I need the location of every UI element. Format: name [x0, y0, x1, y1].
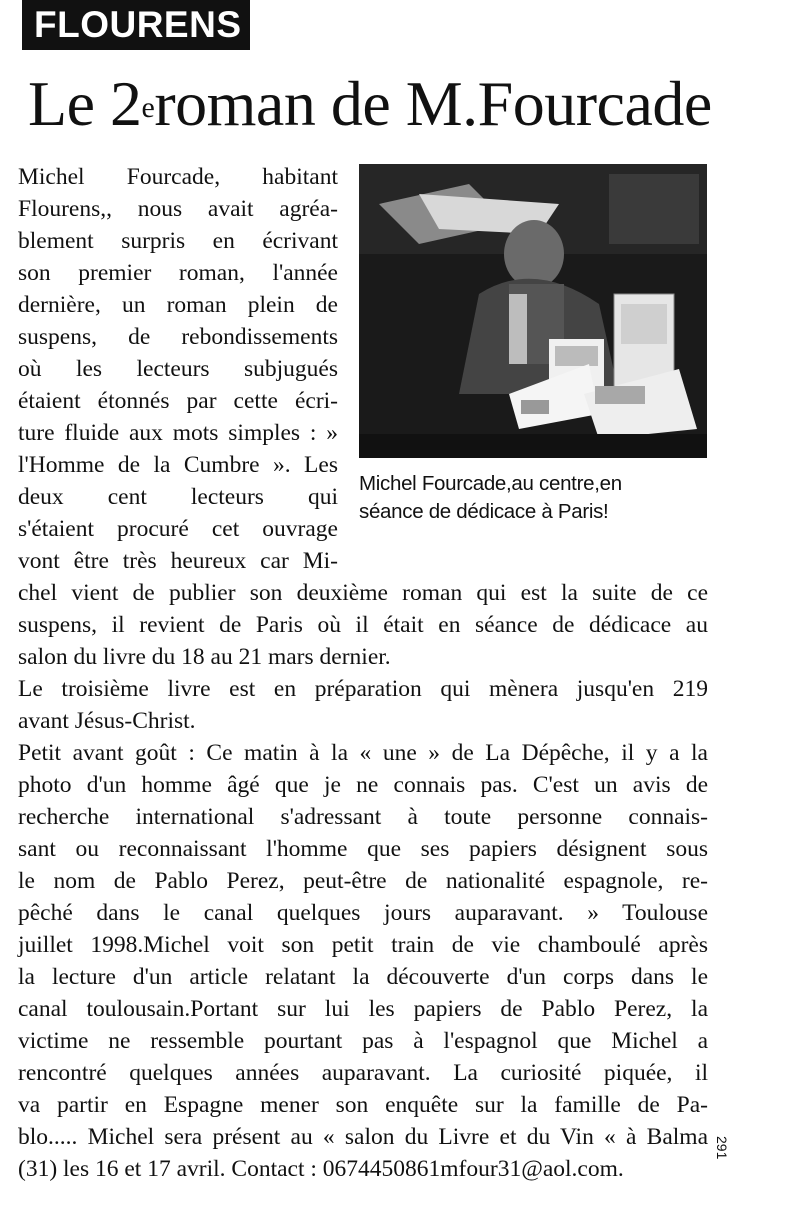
article-line: photo d'un homme âgé que je ne connais pas. C'est un avis de	[18, 772, 708, 798]
article-line: étaient étonnés par cette écri-	[18, 388, 338, 414]
article-line: pêché dans le canal quelques jours auparavant. » Toulouse	[18, 900, 708, 926]
headline-part1: Le 2	[28, 68, 142, 139]
photo-illustration	[359, 164, 707, 458]
section-tag: FLOURENS	[22, 0, 250, 50]
article-line: rencontré quelques années auparavant. La curiosité piquée, il	[18, 1060, 708, 1086]
photo-caption-line: Michel Fourcade,au centre,en	[359, 472, 622, 495]
article-line: ture fluide aux mots simples : »	[18, 420, 338, 446]
article-line: Flourens,, nous avait agréa-	[18, 196, 338, 222]
article-line: juillet 1998.Michel voit son petit train de vie chamboulé après	[18, 932, 708, 958]
article-line: la lecture d'un article relatant la découverte d'un corps dans le	[18, 964, 708, 990]
article-line: Le troisième livre est en préparation qui mènera jusqu'en 219	[18, 676, 708, 702]
article-line: victime ne ressemble pourtant pas à l'espagnol que Michel a	[18, 1028, 708, 1054]
article-line: canal toulousain.Portant sur lui les papiers de Pablo Perez, la	[18, 996, 708, 1022]
article-line: suspens, il revient de Paris où il était en séance de dédicace au	[18, 612, 708, 638]
photo-caption-line: séance de dédicace à Paris!	[359, 500, 609, 523]
article-line: blement surpris en écrivant	[18, 228, 338, 254]
article-line: blo..... Michel sera présent au « salon du Livre et du Vin « à Balma	[18, 1124, 708, 1150]
article-line: s'étaient procuré cet ouvrage	[18, 516, 338, 542]
article-line: où les lecteurs subjugués	[18, 356, 338, 382]
article-line: l'Homme de la Cumbre ». Les	[18, 452, 338, 478]
headline	[28, 66, 712, 142]
article-line: suspens, de rebondissements	[18, 324, 338, 350]
article-line: salon du livre du 18 au 21 mars dernier.	[18, 644, 391, 670]
article-line: va partir en Espagne mener son enquête sur la famille de Pa-	[18, 1092, 708, 1118]
article-line: Michel Fourcade, habitant	[18, 164, 338, 190]
article-line: dernière, un roman plein de	[18, 292, 338, 318]
headline-part2: roman de M.Fourcade	[154, 68, 712, 139]
article-line: (31) les 16 et 17 avril. Contact : 0674450861mfour31@aol.com.	[18, 1156, 624, 1182]
article-line: deux cent lecteurs qui	[18, 484, 338, 510]
article-line: chel vient de publier son deuxième roman qui est la suite de ce	[18, 580, 708, 606]
article-line: le nom de Pablo Perez, peut-être de nationalité espagnole, re-	[18, 868, 708, 894]
article-line: vont être très heureux car Mi-	[18, 548, 338, 574]
article-photo	[359, 164, 707, 458]
headline-superscript: e	[141, 91, 155, 124]
article-line: recherche international s'adressant à toute personne connais-	[18, 804, 708, 830]
article-line: avant Jésus-Christ.	[18, 708, 196, 734]
page-side-mark: 291	[714, 1136, 730, 1160]
article-line: Petit avant goût : Ce matin à la « une » de La Dépêche, il y a la	[18, 740, 708, 766]
article-line: son premier roman, l'année	[18, 260, 338, 286]
article-line: sant ou reconnaissant l'homme que ses papiers désignent sous	[18, 836, 708, 862]
